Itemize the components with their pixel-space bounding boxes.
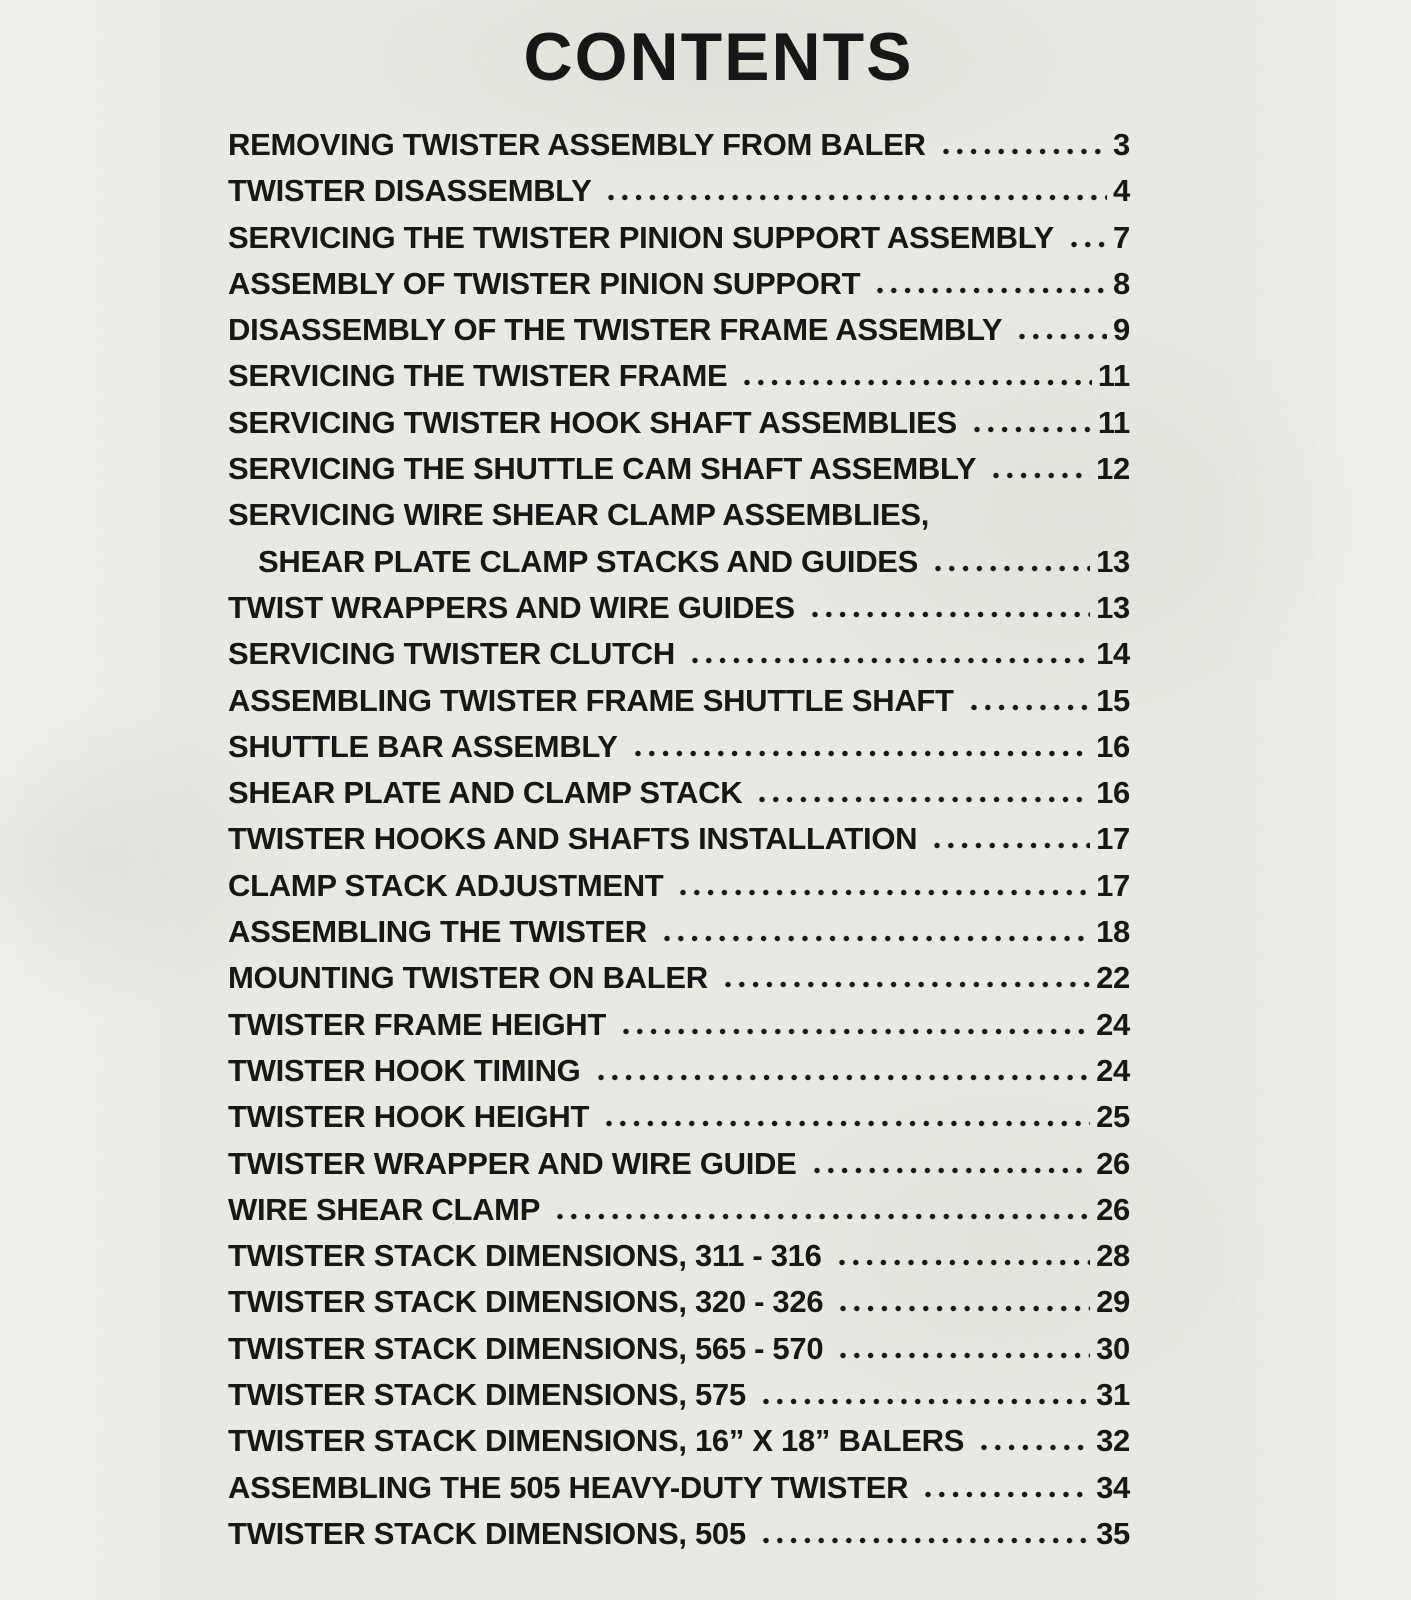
toc-entry-label: SERVICING THE TWISTER FRAME: [228, 358, 728, 394]
toc-entry-page: 31: [1096, 1377, 1130, 1413]
toc-entry-page: 18: [1096, 914, 1130, 950]
toc-entry: [228, 539, 1130, 585]
toc-entry-page: 13: [1096, 589, 1130, 625]
toc-entry-label: ASSEMBLY OF TWISTER PINION SUPPORT: [228, 265, 861, 301]
dot-leader: [722, 981, 1090, 988]
toc-entry: [228, 955, 1130, 1001]
toc-entry: [228, 1372, 1130, 1418]
toc-entry: [228, 400, 1130, 446]
toc-entry-page: 4: [1113, 173, 1130, 209]
toc-entry: [228, 122, 1130, 168]
toc-entry-page: 3: [1113, 127, 1130, 162]
toc-entry: [228, 1233, 1130, 1279]
dot-leader: [1016, 333, 1107, 340]
toc-entry-page: 35: [1096, 1515, 1130, 1551]
toc-entry-label: SERVICING THE SHUTTLE CAM SHAFT ASSEMBLY: [228, 451, 977, 487]
dot-leader: [811, 1167, 1091, 1174]
toc-entry-page: 29: [1096, 1284, 1130, 1320]
dot-leader: [990, 472, 1090, 479]
toc-entry: [228, 307, 1130, 353]
toc-entry-page: 9: [1113, 312, 1130, 348]
toc-entry-label: TWISTER STACK DIMENSIONS, 320 - 326: [228, 1284, 824, 1320]
toc-entry-label: TWISTER STACK DIMENSIONS, 505: [228, 1515, 746, 1551]
toc-entry-label: TWISTER WRAPPER AND WIRE GUIDE: [228, 1145, 797, 1181]
toc-entry: [228, 1187, 1130, 1233]
toc-entry: [228, 1279, 1130, 1325]
toc-entry-page: 26: [1096, 1191, 1130, 1227]
dot-leader: [689, 657, 1090, 664]
dot-leader: [971, 426, 1092, 433]
toc-entry-page: 26: [1096, 1145, 1130, 1181]
toc-entry: [228, 261, 1130, 307]
toc-entry: [228, 1141, 1130, 1187]
dot-leader: [837, 1352, 1090, 1359]
dot-leader: [554, 1213, 1090, 1220]
toc-entry: [228, 1465, 1130, 1511]
toc-entry-label: TWISTER FRAME HEIGHT: [228, 1006, 607, 1042]
toc-entry-page: 12: [1096, 451, 1130, 487]
page-title: CONTENTS: [523, 19, 914, 95]
dot-leader: [836, 1259, 1091, 1266]
toc-entry-page: 14: [1096, 636, 1130, 672]
toc-list: [228, 122, 1130, 1557]
toc-entry-label: DISASSEMBLY OF THE TWISTER FRAME ASSEMBLY: [228, 312, 1003, 348]
toc-entry: [228, 631, 1130, 677]
dot-leader: [756, 796, 1090, 803]
toc-entry-label: ASSEMBLING THE 505 HEAVY-DUTY TWISTER: [228, 1469, 909, 1505]
dot-leader: [603, 1120, 1090, 1127]
toc-entry-label: TWISTER STACK DIMENSIONS, 575: [228, 1377, 746, 1413]
dot-leader: [620, 1028, 1090, 1035]
toc-entry: [228, 446, 1130, 492]
toc-entry-label: TWISTER STACK DIMENSIONS, 311 - 316: [228, 1238, 822, 1274]
toc-entry-label: TWISTER DISASSEMBLY: [228, 173, 592, 209]
toc-entry-label: ASSEMBLING TWISTER FRAME SHUTTLE SHAFT: [228, 682, 954, 718]
toc-entry: [228, 770, 1130, 816]
toc-entry-label: SERVICING THE TWISTER PINION SUPPORT ASSEMBLY: [228, 219, 1054, 255]
toc-entry-page: 11: [1097, 404, 1130, 440]
toc-entry-page: 28: [1096, 1238, 1130, 1274]
dot-leader: [632, 750, 1091, 757]
dot-leader: [932, 565, 1090, 572]
toc-entry-page: 13: [1096, 543, 1130, 579]
toc-entry-page: 16: [1096, 728, 1130, 764]
toc-entry: [228, 1511, 1130, 1557]
toc-entry-page: 25: [1096, 1099, 1130, 1135]
toc-entry-page: 32: [1096, 1423, 1130, 1459]
dot-leader: [931, 842, 1090, 849]
toc-entry: [228, 492, 1130, 538]
toc-entry-label: SHEAR PLATE CLAMP STACKS AND GUIDES: [258, 543, 919, 579]
dot-leader: [605, 194, 1107, 201]
toc-entry: [228, 1048, 1130, 1094]
dot-leader: [978, 1444, 1090, 1451]
toc-entry: [228, 863, 1130, 909]
toc-entry: [228, 724, 1130, 770]
toc-entry: [228, 816, 1130, 862]
dot-leader: [760, 1537, 1090, 1544]
toc-entry-page: 15: [1096, 682, 1130, 718]
toc-entry: [228, 678, 1130, 724]
toc-entry: [228, 1326, 1130, 1372]
dot-leader: [940, 148, 1107, 155]
dot-leader: [661, 935, 1090, 942]
toc-entry-page: 16: [1096, 775, 1130, 811]
dot-leader: [677, 889, 1090, 896]
toc-entry-page: 34: [1096, 1469, 1130, 1505]
toc-entry-page: 17: [1096, 867, 1130, 903]
toc-entry: [228, 1002, 1130, 1048]
toc-entry-label: TWISTER HOOK HEIGHT: [228, 1099, 590, 1135]
dot-leader: [595, 1074, 1091, 1081]
toc-entry-page: 11: [1097, 358, 1130, 394]
toc-entry-label: TWISTER HOOK TIMING: [228, 1052, 581, 1088]
toc-entry-label: TWISTER HOOKS AND SHAFTS INSTALLATION: [228, 821, 918, 857]
toc-entry-page: 17: [1096, 821, 1130, 857]
dot-leader: [741, 379, 1091, 386]
toc-entry: [228, 353, 1130, 399]
dot-leader: [968, 704, 1090, 711]
toc-entry-page: 30: [1096, 1330, 1130, 1366]
dot-leader: [922, 1491, 1090, 1498]
toc-entry: [228, 1418, 1130, 1464]
toc-entry-label: TWISTER STACK DIMENSIONS, 16” X 18” BALERS: [228, 1423, 965, 1459]
toc-entry-label: SHUTTLE BAR ASSEMBLY: [228, 728, 618, 764]
toc-entry-label: SERVICING WIRE SHEAR CLAMP ASSEMBLIES,: [228, 497, 930, 533]
toc-entry: [228, 215, 1130, 261]
toc-entry-label: CLAMP STACK ADJUSTMENT: [228, 867, 664, 903]
dot-leader: [1068, 241, 1107, 248]
toc-entry-label: MOUNTING TWISTER ON BALER: [228, 960, 708, 996]
toc-entry-label: SERVICING TWISTER CLUTCH: [228, 636, 675, 672]
toc-entry-page: 22: [1096, 960, 1130, 996]
toc-entry-label: ASSEMBLING THE TWISTER: [228, 914, 647, 950]
dot-leader: [943, 518, 1124, 525]
toc-entry-page: 24: [1096, 1052, 1130, 1088]
toc-entry-page: 7: [1113, 219, 1130, 255]
toc-entry-page: 24: [1096, 1006, 1130, 1042]
dot-leader: [837, 1305, 1090, 1312]
dot-leader: [809, 611, 1090, 618]
toc-entry-label: REMOVING TWISTER ASSEMBLY FROM BALER: [228, 127, 926, 162]
toc-entry-page: 8: [1113, 265, 1130, 301]
toc-entry-label: SERVICING TWISTER HOOK SHAFT ASSEMBLIES: [228, 404, 957, 440]
toc-entry: [228, 909, 1130, 955]
dot-leader: [760, 1398, 1090, 1405]
toc-entry: [228, 585, 1130, 631]
toc-entry: [228, 1094, 1130, 1140]
toc-entry-label: TWIST WRAPPERS AND WIRE GUIDES: [228, 589, 795, 625]
toc-entry-label: WIRE SHEAR CLAMP: [228, 1191, 541, 1227]
toc-entry-label: SHEAR PLATE AND CLAMP STACK: [228, 775, 743, 811]
toc-entry: [228, 168, 1130, 214]
dot-leader: [874, 287, 1107, 294]
toc-entry-label: TWISTER STACK DIMENSIONS, 565 - 570: [228, 1330, 824, 1366]
